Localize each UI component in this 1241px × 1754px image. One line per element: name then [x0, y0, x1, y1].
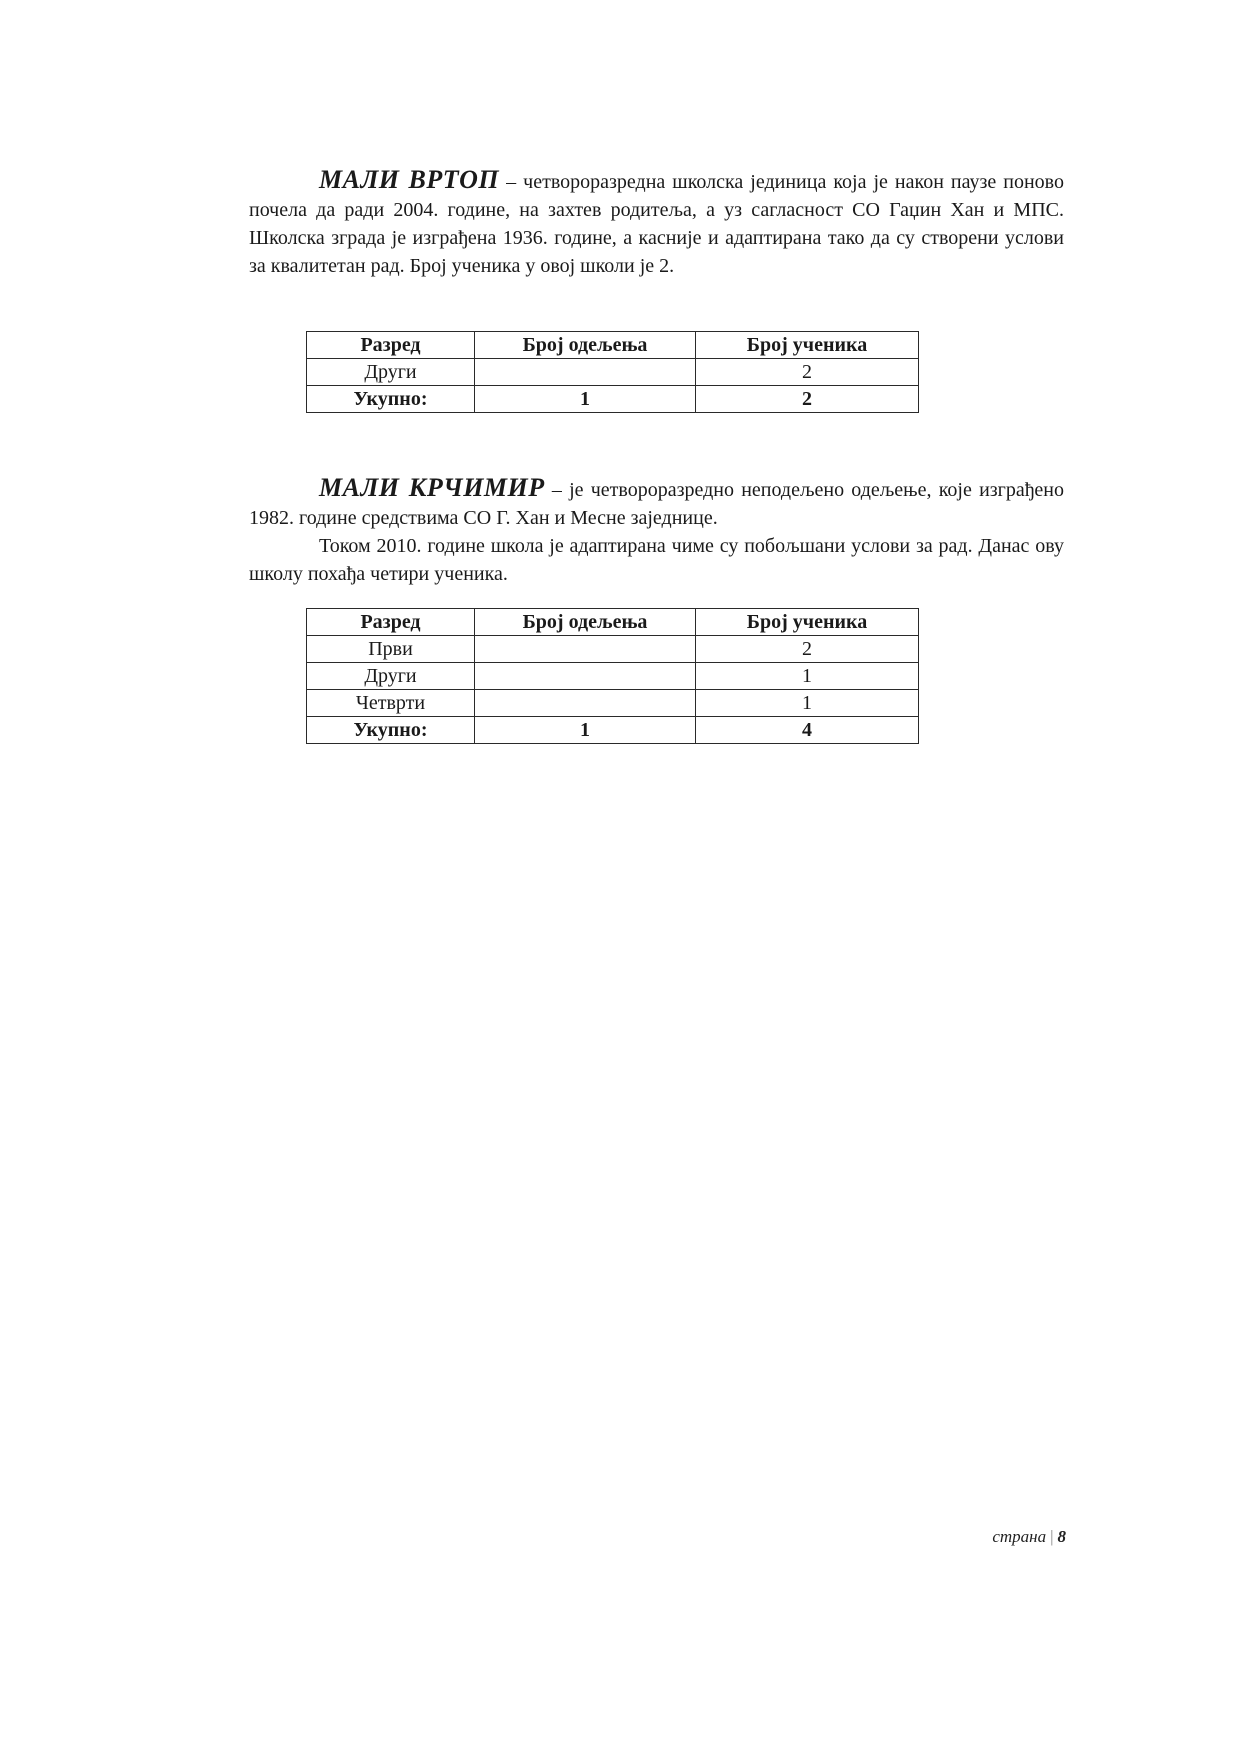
total-classes: 1: [475, 386, 696, 413]
cell-classes: [475, 663, 696, 690]
page-number: 8: [1057, 1527, 1066, 1546]
section-paragraph-2: Током 2010. године школа је адаптирана чиме су побољшани услови за рад. Данас ову школу похађа четири ученика.: [249, 535, 1064, 585]
footer-label: страна: [992, 1527, 1047, 1546]
total-label: Укупно:: [307, 386, 475, 413]
section-heading: МАЛИ ВРТОП: [319, 165, 500, 194]
table-header-row: [307, 609, 919, 636]
header-grade: Разред: [307, 609, 475, 636]
header-classes: Број одељења: [475, 332, 696, 359]
total-students: 4: [696, 717, 919, 744]
cell-classes: [475, 636, 696, 663]
cell-students: 1: [696, 690, 919, 717]
table-row: [307, 663, 919, 690]
table-total-row: [307, 717, 919, 744]
header-grade: Разред: [307, 332, 475, 359]
section-mali-krcimir: [249, 474, 1064, 588]
header-students: Број ученика: [696, 332, 919, 359]
table-row: [307, 359, 919, 386]
cell-grade: Први: [307, 636, 475, 663]
cell-grade: Други: [307, 663, 475, 690]
students-table-mali-vrtop: [306, 331, 919, 413]
students-table-mali-krcimir: [306, 608, 919, 744]
total-classes: 1: [475, 717, 696, 744]
total-students: 2: [696, 386, 919, 413]
cell-students: 2: [696, 636, 919, 663]
table-total-row: [307, 386, 919, 413]
total-label: Укупно:: [307, 717, 475, 744]
section-text: – је четвороразредно неподељено одељење, које изграђено 1982. године средствима СО Г. Хан и Месне заједнице.: [249, 479, 1065, 529]
table-header-row: [307, 332, 919, 359]
section-paragraph: [249, 166, 1064, 280]
cell-classes: [475, 690, 696, 717]
cell-students: 2: [696, 359, 919, 386]
cell-students: 1: [696, 663, 919, 690]
section-text: – четвороразредна школска јединица која је након паузе поново почела да ради 2004. године, на захтев родитеља, а уз сагласност СО Гаџин Хан и МПС. Школска зграда је изграђена 1936. године, а касније и адаптирана тако да су створени услови за квалитетан рад. Број ученика у овој школи је 2.: [249, 171, 1064, 277]
cell-grade: Други: [307, 359, 475, 386]
cell-classes: [475, 359, 696, 386]
header-classes: Број одељења: [475, 609, 696, 636]
cell-grade: Четврти: [307, 690, 475, 717]
section-heading: МАЛИ КРЧИМИР: [319, 473, 545, 502]
header-students: Број ученика: [696, 609, 919, 636]
section-mali-vrtop: [249, 166, 1064, 280]
footer-separator: |: [1050, 1527, 1054, 1546]
table-row: [307, 690, 919, 717]
page-footer: [992, 1527, 1066, 1547]
section-paragraph: [249, 474, 1064, 532]
table-row: [307, 636, 919, 663]
